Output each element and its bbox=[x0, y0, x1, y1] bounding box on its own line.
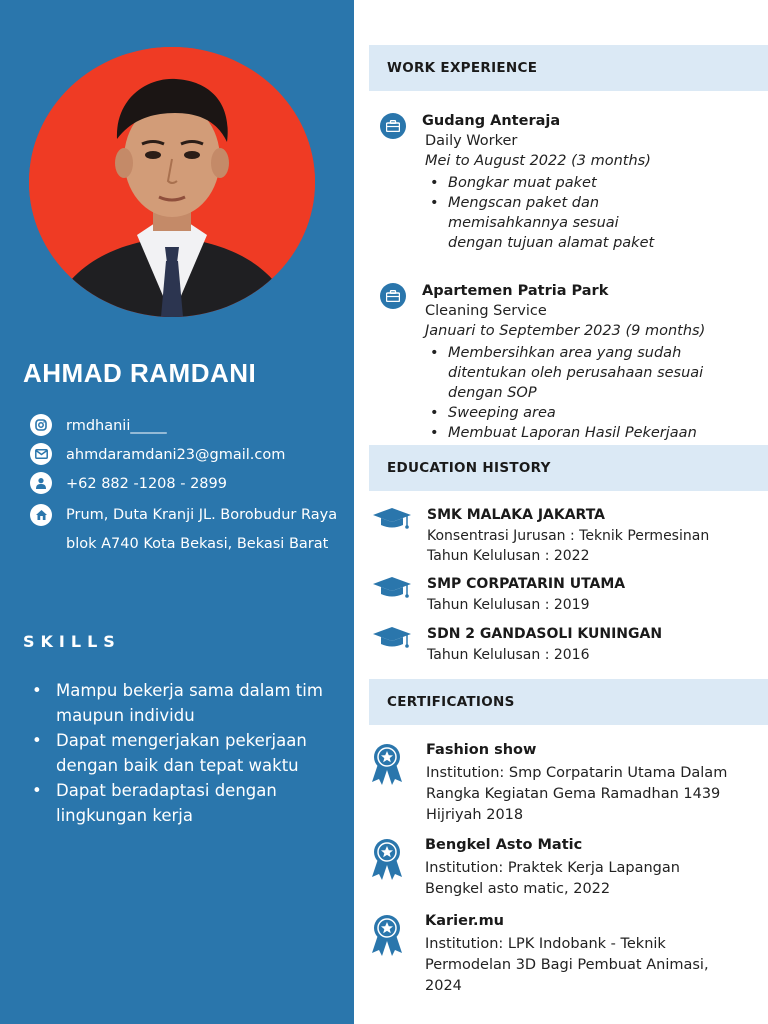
sidebar bbox=[0, 0, 354, 1024]
school-name: SDN 2 GANDASOLI KUNINGAN bbox=[427, 626, 663, 642]
address-line-2: blok A740 Kota Bekasi, Bekasi Barat bbox=[66, 536, 329, 552]
job-entry bbox=[380, 283, 768, 441]
education-entry bbox=[372, 576, 768, 616]
address-text bbox=[66, 501, 337, 559]
job-task: • Membersihkan area yang sudah ditentukan oleh perusahaan sesuai dengan SOP bbox=[428, 343, 748, 403]
education-title: EDUCATION HISTORY bbox=[387, 460, 551, 476]
skill-item: • Dapat beradaptasi dengan lingkungan kerja bbox=[32, 778, 342, 828]
contact-phone bbox=[30, 472, 350, 501]
briefcase-icon bbox=[380, 113, 406, 139]
job-period: Januari to September 2023 (9 months) bbox=[425, 323, 706, 339]
school-major: Konsentrasi Jurusan : Teknik Permesinan bbox=[427, 528, 710, 544]
school-year: Tahun Kelulusan : 2016 bbox=[427, 647, 590, 663]
home-icon bbox=[30, 504, 52, 526]
job-task: • Membuat Laporan Hasil Pekerjaan bbox=[428, 423, 768, 443]
education-header bbox=[369, 445, 768, 491]
job-task: • Mengscan paket dan memisahkannya sesuai dengan tujuan alamat paket bbox=[428, 193, 673, 253]
certification-entry bbox=[370, 913, 768, 1003]
job-company: Gudang Anteraja bbox=[422, 113, 561, 129]
work-experience-header bbox=[369, 45, 768, 91]
certification-entry bbox=[370, 742, 768, 832]
certification-institution: Institution: Smp Corpatarin Utama Dalam Rangka Kegiatan Gema Ramadhan 1439 Hijriyah 2018 bbox=[426, 765, 728, 823]
education-entry bbox=[372, 507, 768, 567]
certification-institution: Institution: LPK Indobank - Teknik Permodelan 3D Bagi Pembuat Animasi, 2024 bbox=[425, 936, 709, 994]
certification-entry bbox=[370, 837, 768, 907]
job-tasks bbox=[428, 173, 768, 253]
job-task: • Bongkar muat paket bbox=[428, 173, 768, 193]
graduation-cap-icon bbox=[372, 507, 412, 535]
portrait-illustration bbox=[29, 47, 315, 317]
graduation-cap-icon bbox=[372, 576, 412, 604]
skills-list bbox=[32, 678, 342, 828]
job-company: Apartemen Patria Park bbox=[422, 283, 609, 299]
certification-institution: Institution: Praktek Kerja Lapangan Bengkel asto matic, 2022 bbox=[425, 860, 680, 897]
school-name: SMP CORPATARIN UTAMA bbox=[427, 576, 626, 592]
work-experience-title: WORK EXPERIENCE bbox=[387, 60, 538, 76]
certification-title: Karier.mu bbox=[425, 913, 504, 929]
school-year: Tahun Kelulusan : 2019 bbox=[427, 597, 590, 613]
contact-instagram bbox=[30, 414, 350, 443]
job-task: • Sweeping area bbox=[428, 403, 768, 423]
graduation-cap-icon bbox=[372, 626, 412, 654]
briefcase-icon bbox=[380, 283, 406, 309]
skill-item: • Mampu bekerja sama dalam tim maupun individu bbox=[32, 678, 342, 728]
job-entry bbox=[380, 113, 768, 263]
school-name: SMK MALAKA JAKARTA bbox=[427, 507, 605, 523]
contact-address bbox=[30, 501, 350, 559]
profile-photo bbox=[29, 47, 315, 317]
skill-item: • Dapat mengerjakan pekerjaan dengan baik dan tepat waktu bbox=[32, 728, 342, 778]
certifications-title: CERTIFICATIONS bbox=[387, 694, 515, 710]
candidate-name: AHMAD RAMDANI bbox=[23, 358, 257, 388]
medal-icon bbox=[370, 742, 404, 790]
certifications-header bbox=[369, 679, 768, 725]
certification-title: Bengkel Asto Matic bbox=[425, 837, 583, 853]
certification-title: Fashion show bbox=[426, 742, 537, 758]
job-role: Cleaning Service bbox=[425, 303, 547, 319]
email-icon bbox=[30, 443, 52, 465]
contact-list bbox=[30, 414, 350, 559]
medal-icon bbox=[370, 913, 404, 961]
medal-icon bbox=[370, 837, 404, 885]
job-period: Mei to August 2022 (3 months) bbox=[425, 153, 651, 169]
school-year: Tahun Kelulusan : 2022 bbox=[427, 548, 590, 564]
job-role: Daily Worker bbox=[425, 133, 518, 149]
skills-heading: SKILLS bbox=[23, 632, 121, 651]
instagram-icon bbox=[30, 414, 52, 436]
contact-email bbox=[30, 443, 350, 472]
email-address[interactable]: ahmdaramdani23@gmail.com bbox=[66, 447, 286, 463]
instagram-handle[interactable]: rmdhanii_____ bbox=[66, 418, 167, 434]
education-entry bbox=[372, 626, 768, 666]
phone-number[interactable]: +62 882 -1208 - 2899 bbox=[66, 476, 227, 492]
address-line-1: Prum, Duta Kranji JL. Borobudur Raya bbox=[66, 507, 338, 523]
person-icon bbox=[30, 472, 52, 494]
job-tasks bbox=[428, 343, 768, 443]
